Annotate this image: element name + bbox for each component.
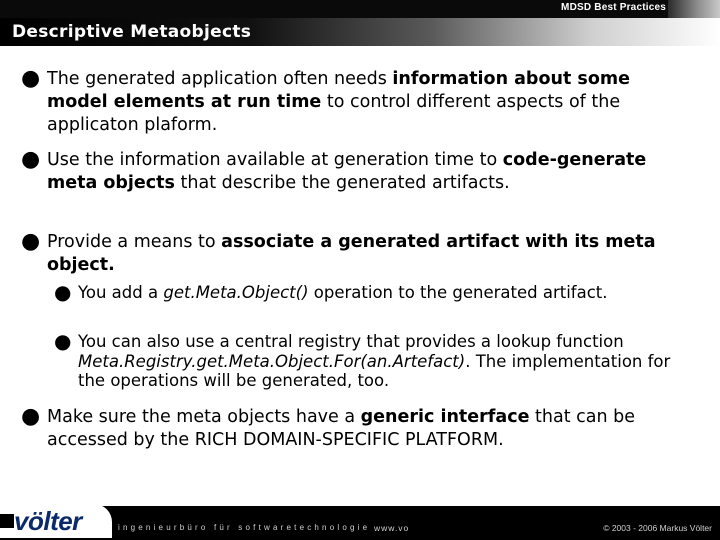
logo-text: völter <box>14 506 82 536</box>
bullet-2 <box>21 147 687 195</box>
logo-bar-icon <box>0 514 14 528</box>
text-run: Use the information available at generation time to <box>47 150 503 170</box>
bullet-icon: ● <box>21 229 41 254</box>
italic-text: get.Meta.Object() <box>163 283 309 302</box>
footer-tagline: ingenieurbüro für softwaretechnologie <box>118 523 371 532</box>
text-run: You can also use a central registry that provides a lookup function <box>78 332 624 351</box>
text-run: operation to the generated artifact. <box>308 283 608 302</box>
bullet-icon: ● <box>21 404 41 429</box>
sub-bullet-2 <box>54 329 678 391</box>
text-run: . The implementation for the operations will be generated, too. <box>78 351 671 390</box>
bold-text: generic interface <box>360 407 530 427</box>
sub-bullet-icon: ● <box>54 329 72 353</box>
course-label: MDSD Best Practices <box>561 2 666 13</box>
bullet-4 <box>21 404 687 452</box>
bullet-1 <box>21 66 687 137</box>
text-run: Provide a means to <box>47 232 222 252</box>
bullet-1-text <box>47 69 630 135</box>
bullet-icon: ● <box>21 147 41 172</box>
bold-text: code-generate meta objects <box>47 150 647 193</box>
text-run: that can be accessed by the RICH DOMAIN-SPECIFIC PLATFORM. <box>47 407 636 450</box>
sub-bullet-1-text <box>78 283 608 302</box>
bold-text: information about some model elements at run time <box>47 69 630 112</box>
slide-title: Descriptive Metaobjects <box>12 22 252 42</box>
bullet-3 <box>21 229 687 277</box>
footer <box>0 506 720 540</box>
italic-text: Meta.Registry.get.Meta.Object.For(an.Artefact) <box>78 351 466 371</box>
sub-bullet-1 <box>54 280 678 304</box>
company-logo <box>0 504 112 538</box>
text-run: Make sure the meta objects have a <box>47 407 361 427</box>
text-run: that describe the generated artifacts. <box>174 173 510 193</box>
sub-bullet-2-text <box>78 332 670 390</box>
bullet-4-text <box>47 407 635 450</box>
bold-text: associate a generated artifact with its meta object. <box>47 232 656 275</box>
text-run: The generated application often needs <box>47 69 393 89</box>
footer-copyright: © 2003 - 2006 Markus Völter <box>603 523 712 533</box>
bullet-icon: ● <box>21 66 41 91</box>
sub-bullet-icon: ● <box>54 280 72 304</box>
bullet-3-text <box>47 232 656 275</box>
bullet-2-text <box>47 150 646 193</box>
text-run: You add a <box>78 283 164 302</box>
text-run: to control different aspects of the applicaton plaform. <box>47 92 621 135</box>
footer-url: www.vo <box>374 523 410 533</box>
